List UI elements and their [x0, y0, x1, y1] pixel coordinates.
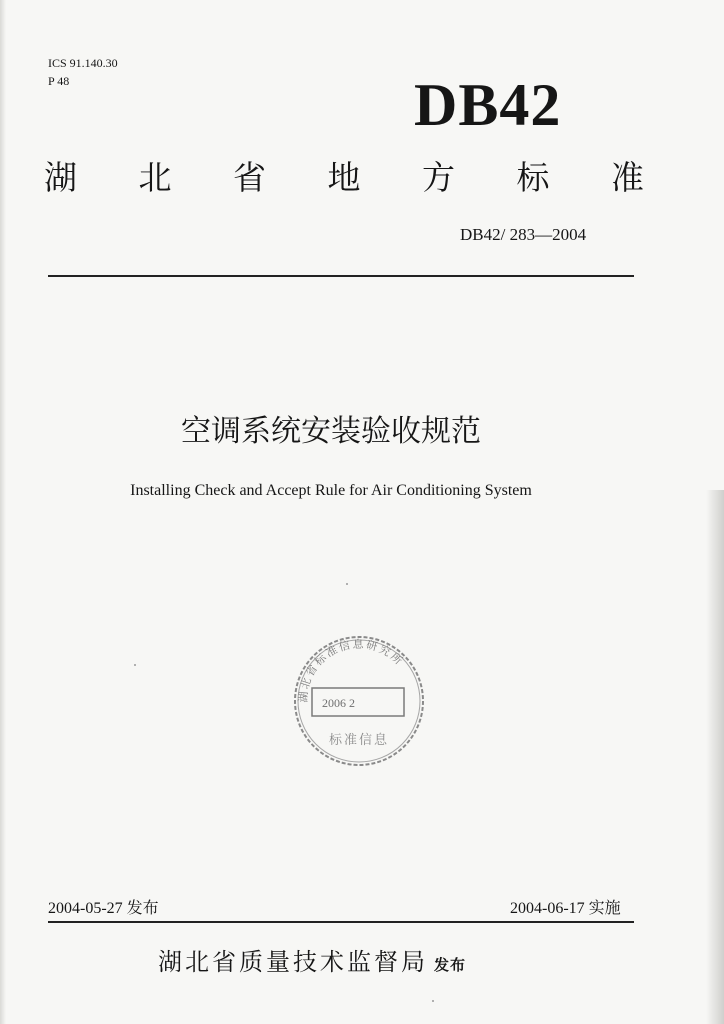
page-edge-shadow-right	[706, 490, 724, 1024]
standard-number: DB42/ 283—2004	[460, 225, 587, 244]
standard-type-title	[44, 156, 644, 200]
stamp-date-text: 2006 2	[322, 696, 355, 710]
standard-type-char: 北	[138, 158, 172, 197]
classification-codes	[48, 54, 118, 90]
standard-type-char: 湖	[44, 158, 77, 197]
issue-date: 2004-05-27 发布	[48, 900, 159, 917]
publisher-line	[158, 946, 466, 981]
publisher-suffix: 发布	[434, 956, 467, 974]
db-logo: DB42	[414, 72, 562, 138]
stamp-ring-text: 湖北省标准信息研究所	[296, 637, 407, 703]
scan-speck	[346, 583, 348, 585]
stamp-bottom-text: 标准信息	[328, 733, 390, 748]
top-divider	[48, 275, 634, 277]
document-title-chinese: 空调系统安装验收规范	[181, 414, 481, 449]
document-title-english: Installing Check and Accept Rule for Air Conditioning System	[130, 482, 532, 499]
standard-type-char: 方	[422, 158, 455, 197]
library-stamp	[290, 632, 428, 770]
implementation-date: 2004-06-17 实施	[510, 900, 621, 917]
ics-code: ICS 91.140.30	[48, 56, 118, 70]
bottom-divider	[48, 921, 634, 923]
scan-speck	[134, 664, 136, 666]
scan-speck	[432, 1000, 434, 1002]
category-code: P 48	[48, 74, 70, 88]
page-edge-shadow-left	[0, 0, 6, 1024]
standard-type-char: 省	[233, 158, 266, 197]
standard-type-char: 标	[516, 158, 550, 197]
standard-type-char: 准	[611, 158, 644, 197]
publisher-name: 湖北省质量技术监督局	[158, 948, 428, 976]
standard-type-char: 地	[327, 158, 361, 197]
